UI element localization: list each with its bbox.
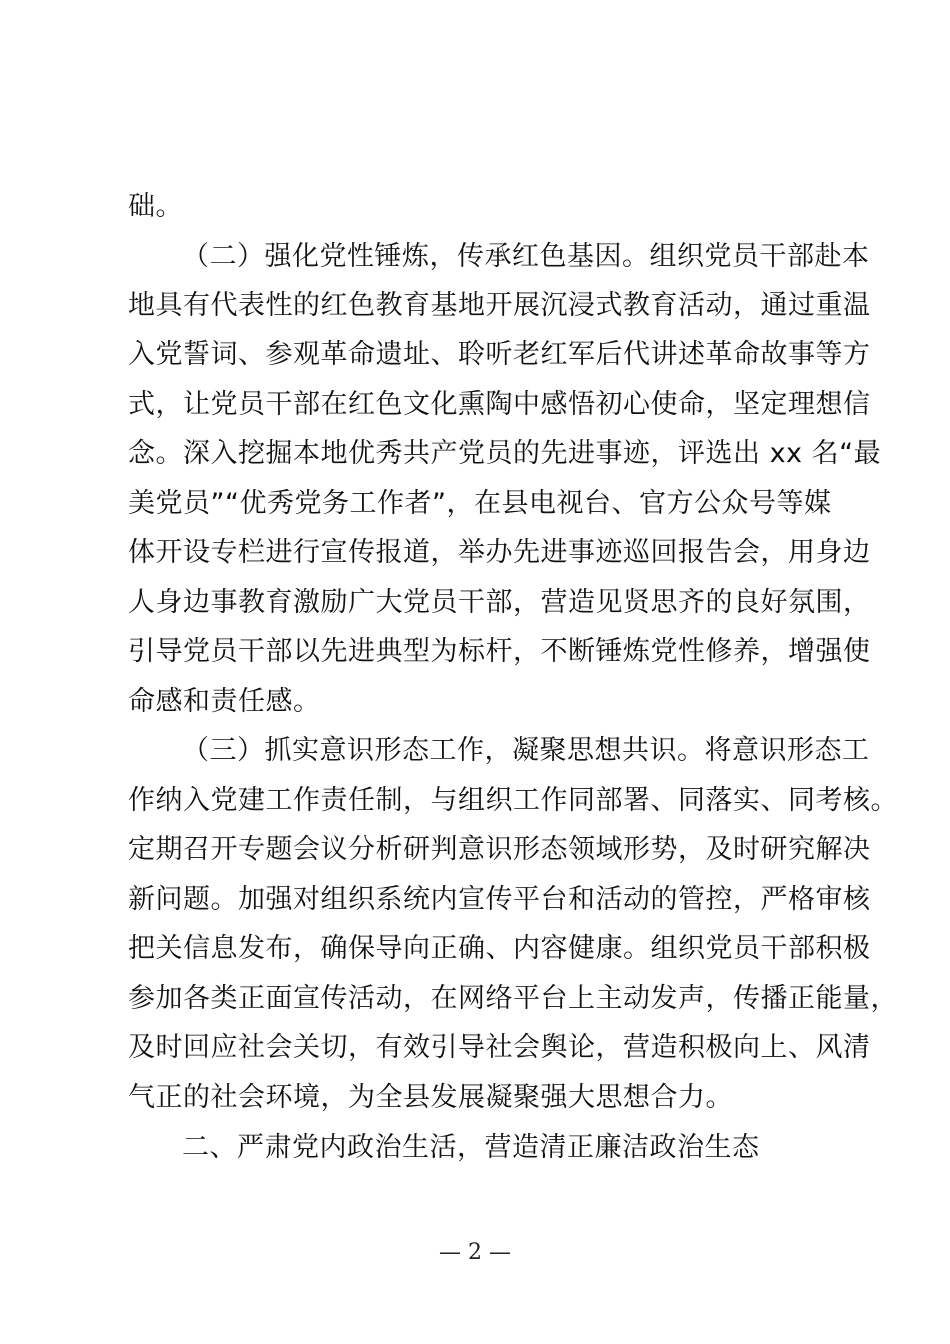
paragraph-line: 式，让党员干部在红色文化熏陶中感悟初心使命，坚定理想信	[128, 389, 871, 420]
paragraph-line: 引导党员干部以先进典型为标杆，不断锤炼党性修养，增强使	[128, 636, 871, 667]
page-number: — 2 —	[439, 1240, 511, 1265]
paragraph-line: 人身边事教育激励广大党员干部，营造见贤思齐的良好氛围，	[128, 587, 871, 618]
section-heading-line: （二）强化党性锤炼，传承红色基因。组织党员干部赴本	[182, 241, 870, 272]
paragraph-line: 作纳入党建工作责任制，与组织工作同部署、同落实、同考核。	[128, 785, 898, 816]
paragraph-line: 地具有代表性的红色教育基地开展沉浸式教育活动，通过重温	[128, 290, 871, 321]
paragraph-line: 及时回应社会关切，有效引导社会舆论，营造积极向上、风清	[128, 1032, 871, 1063]
section-heading-line: （三）抓实意识形态工作，凝聚思想共识。将意识形态工	[182, 735, 870, 766]
paragraph-line: 念。深入挖掘本地优秀共产党员的先进事迹，评选出 xx 名“最	[128, 438, 882, 469]
paragraph-line: 参加各类正面宣传活动，在网络平台上主动发声，传播正能量，	[128, 983, 898, 1014]
paragraph-line: 定期召开专题会议分析研判意识形态领域形势，及时研究解决	[128, 834, 871, 865]
paragraph-line: 气正的社会环境，为全县发展凝聚强大思想合力。	[128, 1082, 733, 1113]
paragraph-line: 命感和责任感。	[128, 686, 321, 717]
paragraph-line: 础。	[128, 191, 183, 222]
paragraph-line: 入党誓词、参观革命遗址、聆听老红军后代讲述革命故事等方	[128, 339, 871, 370]
paragraph-line: 把关信息发布，确保导向正确、内容健康。组织党员干部积极	[128, 933, 871, 964]
paragraph-line: 新问题。加强对组织系统内宣传平台和活动的管控，严格审核	[128, 884, 871, 915]
chapter-heading-line: 二、严肃党内政治生活，营造清正廉洁政治生态	[182, 1132, 760, 1163]
paragraph-line: 体开设专栏进行宣传报道，举办先进事迹巡回报告会，用身边	[128, 537, 871, 568]
paragraph-line: 美党员”“优秀党务工作者”，在县电视台、官方公众号等媒	[128, 488, 832, 519]
